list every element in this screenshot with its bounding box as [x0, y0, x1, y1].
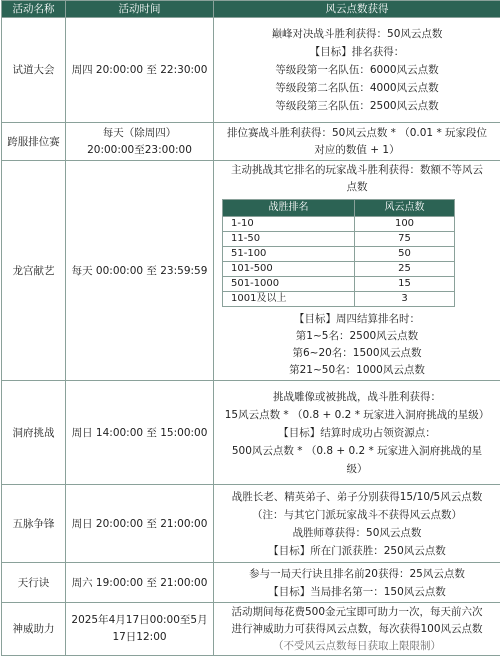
points-cell — [214, 123, 500, 161]
rank-row — [223, 232, 455, 247]
rank-points: 15 — [355, 277, 455, 292]
reward-line: 进行神威助力可获得风云点数，每次获得100风云点数 — [231, 622, 483, 635]
activity-time: 周日 20:00:00 至 21:00:00 — [66, 485, 214, 563]
reward-line: 等级段第一名队伍：6000风云点数 — [275, 64, 439, 76]
table-row — [2, 161, 500, 381]
reward-line: 点数 — [346, 181, 368, 193]
reward-line: 【目标】当局排名第一：150风云点数 — [268, 585, 446, 598]
rank-range: 101-500 — [223, 262, 355, 277]
reward-line: 等级段第三名队伍：2500风云点数 — [275, 100, 439, 112]
points-cell — [214, 18, 500, 123]
reward-line: 【目标】结算时成功占领资源点： — [278, 426, 436, 439]
activity-name: 神威助力 — [2, 603, 66, 656]
rank-header-row — [223, 200, 455, 217]
points-cell — [214, 381, 500, 485]
activity-time — [66, 603, 214, 656]
time-line: 2025年4月17日00:00至5月 — [71, 614, 208, 626]
table-row — [2, 563, 500, 603]
reward-line: （不受风云点数每日获取上限限制） — [273, 639, 441, 652]
activity-name: 五脉争锋 — [2, 485, 66, 563]
header-row — [2, 1, 500, 18]
activity-name: 跨服排位赛 — [2, 123, 66, 161]
reward-line: 第1~5名：2500风云点数 — [295, 330, 419, 342]
reward-line: （注：与其它门派玩家战斗不获得风云点数） — [252, 508, 462, 521]
rank-range: 1-10 — [223, 217, 355, 232]
rank-points: 3 — [355, 292, 455, 307]
table-row — [2, 18, 500, 123]
rank-points: 25 — [355, 262, 455, 277]
rank-points-table — [222, 199, 455, 307]
points-cell — [214, 563, 500, 603]
time-line: 20:00:00至23:00:00 — [87, 143, 192, 156]
reward-line: 挑战雕像或被挑战，战斗胜利获得： — [273, 390, 441, 403]
reward-line: 500风云点数 * （0.8 + 0.2 * 玩家进入洞府挑战的星 — [231, 444, 483, 457]
reward-line: 等级段第二名队伍：4000风云点数 — [275, 82, 439, 94]
reward-line: 活动期间每花费500金元宝即可助力一次，每天前六次 — [231, 605, 483, 618]
rank-range: 1001及以上 — [223, 292, 355, 307]
header-activity-time: 活动时间 — [66, 1, 214, 18]
table-row — [2, 381, 500, 485]
rank-row — [223, 292, 455, 307]
rank-header-rank: 战胜排名 — [223, 200, 355, 217]
reward-line: 【目标】所在门派获胜：250风云点数 — [268, 544, 446, 557]
header-activity-name: 活动名称 — [2, 1, 66, 18]
rank-header-points: 风云点数 — [355, 200, 455, 217]
activity-time: 周日 14:00:00 至 15:00:00 — [66, 381, 214, 485]
time-line: 每天（除周四） — [102, 126, 177, 139]
reward-line: 巅峰对决战斗胜利获得：50风云点数 — [271, 28, 443, 40]
reward-line: 参与一局天行诀且排名前20获得：25风云点数 — [249, 567, 465, 580]
rank-range: 11-50 — [223, 232, 355, 247]
activity-name: 龙宫献艺 — [2, 161, 66, 381]
reward-line: 级） — [346, 462, 368, 475]
points-cell — [214, 485, 500, 563]
reward-line: 对应的数值 + 1） — [314, 143, 400, 156]
activity-time: 周四 20:00:00 至 22:30:00 — [66, 18, 214, 123]
header-points-earned: 风云点数获得 — [214, 1, 500, 18]
rank-points: 50 — [355, 247, 455, 262]
rank-row — [223, 247, 455, 262]
reward-line: 【目标】排名获得： — [309, 46, 405, 58]
rank-row — [223, 277, 455, 292]
activity-time: 周六 19:00:00 至 21:00:00 — [66, 563, 214, 603]
reward-line: 战胜师尊获得：50风云点数 — [292, 526, 422, 539]
table-row — [2, 123, 500, 161]
table-row — [2, 603, 500, 656]
points-cell — [214, 161, 500, 381]
activity-name: 洞府挑战 — [2, 381, 66, 485]
reward-line: 主动挑战其它排名的玩家战斗胜利获得：数额不等风云 — [231, 164, 483, 176]
activity-name: 试道大会 — [2, 18, 66, 123]
rank-row — [223, 217, 455, 232]
time-line: 17日12:00 — [112, 631, 167, 643]
table-row — [2, 485, 500, 563]
activity-name: 天行诀 — [2, 563, 66, 603]
activity-time — [66, 123, 214, 161]
reward-line: 排位赛战斗胜利获得：50风云点数 * （0.01 * 玩家段位 — [226, 126, 488, 139]
rank-points: 75 — [355, 232, 455, 247]
reward-line: 战胜长老、精英弟子、弟子分别获得15/10/5风云点数 — [231, 490, 483, 503]
rank-range: 501-1000 — [223, 277, 355, 292]
points-cell — [214, 603, 500, 656]
activity-time: 每天 00:00:00 至 23:59:59 — [66, 161, 214, 381]
reward-line: 第6~20名：1500风云点数 — [292, 347, 422, 359]
reward-line: 第21~50名：1000风云点数 — [289, 364, 425, 376]
reward-line: 【目标】周四结算排名时： — [294, 313, 420, 325]
rank-range: 51-100 — [223, 247, 355, 262]
reward-line: 15风云点数 * （0.8 + 0.2 * 玩家进入洞府挑战的星级） — [224, 408, 490, 421]
rank-row — [223, 262, 455, 277]
rank-points: 100 — [355, 217, 455, 232]
activity-table — [1, 0, 500, 656]
